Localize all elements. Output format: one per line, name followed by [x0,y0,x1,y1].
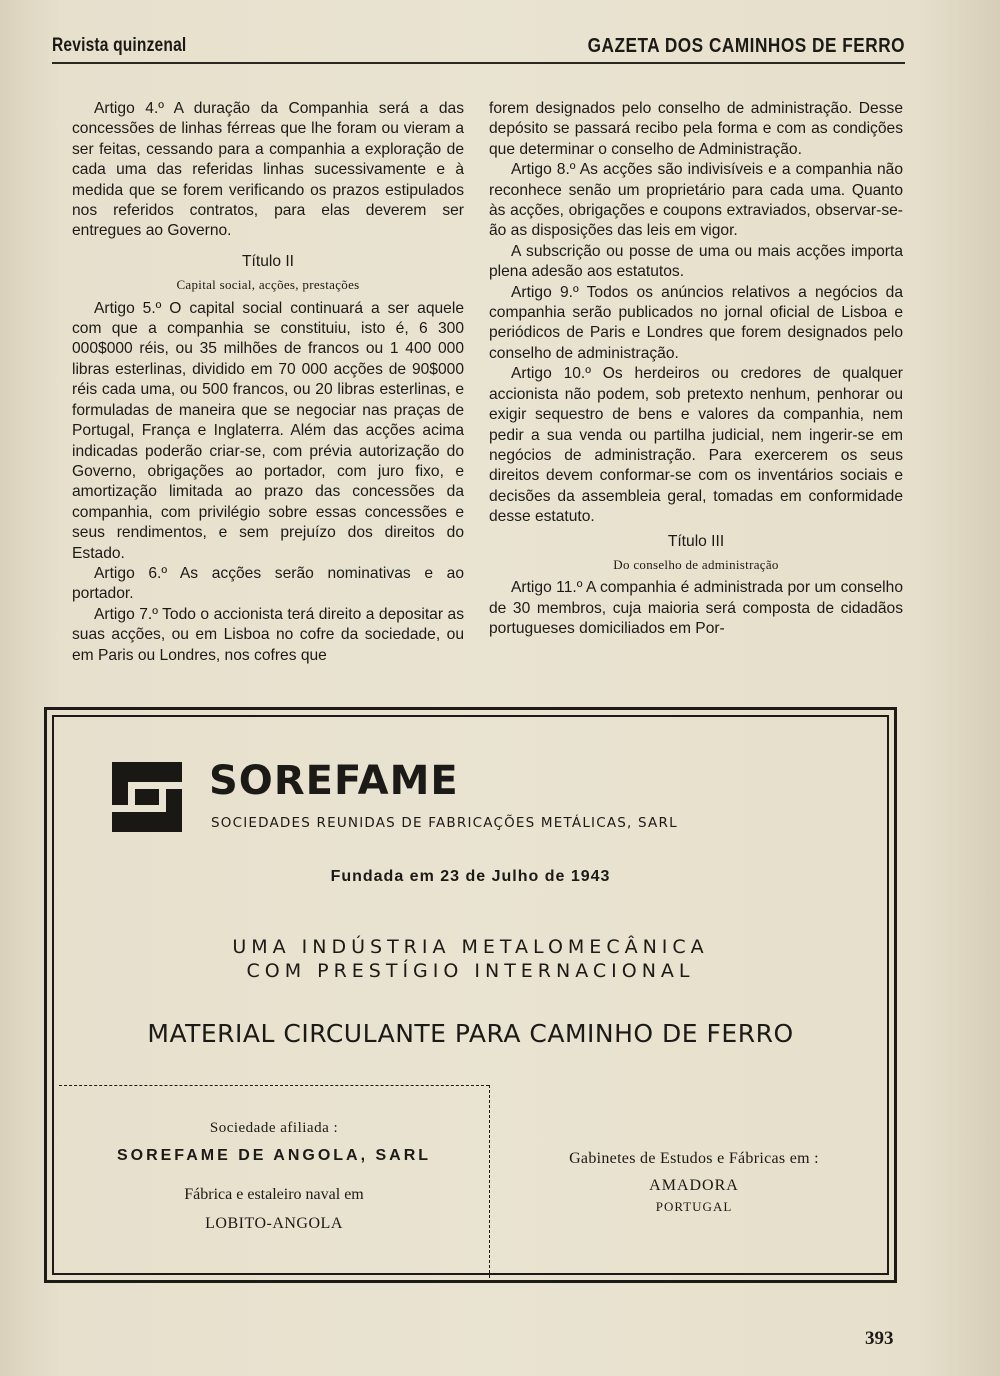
article-4: Artigo 4.º A duração da Companhia será a das concessões de linhas férreas que lhe foram ou vieram a ser feitas, cessando para a companhia a exploração de cada uma das referidas linhas sucessivamente e à medida que se forem verificando os prazos estipulados nos referidos contratos, para elas deverem ser entregues ao Governo. [72,100,464,240]
header-left: Revista quinzenal [52,35,187,56]
article-7: Artigo 7.º Todo o accionista terá direito a depositar as suas acções, ou em Lisboa no cofre da sociedade, ou em Paris ou Londres, nos cofres que [72,605,464,664]
founded-date: Fundada em 23 de Julho de 1943 [330,868,611,885]
page-number: 393 [865,1328,894,1349]
title-ii: Título II [242,252,294,270]
offices-place: AMADORA [649,1177,739,1194]
tagline-line-1: UMA INDÚSTRIA METALOMECÂNICA [232,936,709,958]
affiliate-description: Fábrica e estaleiro naval em [184,1186,364,1203]
article-8: Artigo 8.º As acções são indivisíveis e a companhia não reconhece senão um proprietário para cada uma. Quanto às acções, obrigações e coupons extraviados, observar-se-ão as disposições das leis em vigor. [489,161,903,240]
title-iii: Título III [667,532,725,550]
affiliate-name: SOREFAME DE ANGOLA, SARL [116,1147,432,1164]
left-column [72,99,464,666]
article-11: Artigo 11.º A companhia é administrada por um conselho de 30 membros, cuja maioria será composta de cidadãos portugueses domiciliados em Por- [489,579,903,638]
page-header [52,33,905,63]
title-ii-subtitle: Capital social, acções, prestações [176,277,360,293]
offices-label: Gabinetes de Estudos e Fábricas em : [569,1150,819,1167]
sorefame-advertisement [44,707,897,1283]
advertisement-inner-frame [52,715,889,1275]
subscription-paragraph: A subscrição ou posse de uma ou mais acções importa plena adesão aos estatutos. [489,242,903,281]
offices-country: PORTUGAL [655,1199,733,1214]
right-column [489,99,903,640]
sorefame-logo-icon [112,762,182,832]
tagline-line-2: COM PRESTÍGIO INTERNACIONAL [246,960,695,982]
affiliate-label: Sociedade afiliada : [209,1120,339,1136]
article-9: Artigo 9.º Todos os anúncios relativos a negócios da companhia serão publicados no jornal oficial de Lisboa e periódicos de Paris e Londres que forem designados pelo conselho de administração. [489,283,903,362]
article-5: Artigo 5.º O capital social continuará a ser aquele com que a companhia se constituiu, isto é, 6 300 000$000 réis, ou 35 milhões de francos ou 1 400 000 libras esterlinas, dividido em 70 000 acções de 90$000 réis cada uma, ou 500 francos, ou 20 libras esterlinas, e formuladas de maneira que se negociar nas praças de Portugal, França e Inglaterra. Além das acções acima indicadas poderão criar-se, com prévia autorização do Governo, obrigações ao portador, com juro fixo, e amortização limitada ao prazo das concessões da companhia, com privilégio sobre essas concessões e seus rendimentos, e sem prejuízo dos direitos do Estado. [72,299,464,562]
material-headline: MATERIAL CIRCULANTE PARA CAMINHO DE FERRO [147,1019,794,1048]
brand-name: SOREFAME [209,758,459,804]
article-7-continued: forem designados pelo conselho de administração. Desse depósito se passará recibo pela forma e com as condições que determinar o conselho de Administração. [489,100,903,158]
affiliate-place: LOBITO-ANGOLA [205,1215,343,1232]
dashed-divider-horizontal [59,1085,489,1086]
header-right: GAZETA DOS CAMINHOS DE FERRO [587,35,905,57]
dashed-divider-vertical [489,1085,490,1283]
article-10: Artigo 10.º Os herdeiros ou credores de qualquer accionista não podem, sob pretexto nenhum, penhorar ou exigir sequestro de bens e valores da companhia, nem pedir a sua venda ou partilha judicial, nem ingerir-se em negócios de administração. Para exercerem os seus direitos devem conformar-se com os inventários sociais e decisões da assembleia geral, tomadas em conformidade desse estatuto. [489,365,903,526]
article-6: Artigo 6.º As acções serão nominativas e ao portador. [72,564,464,603]
brand-subtitle: SOCIEDADES REUNIDAS DE FABRICAÇÕES METÁLICAS, SARL [211,815,678,831]
header-rule [52,62,905,64]
title-iii-subtitle: Do conselho de administração [613,556,779,572]
